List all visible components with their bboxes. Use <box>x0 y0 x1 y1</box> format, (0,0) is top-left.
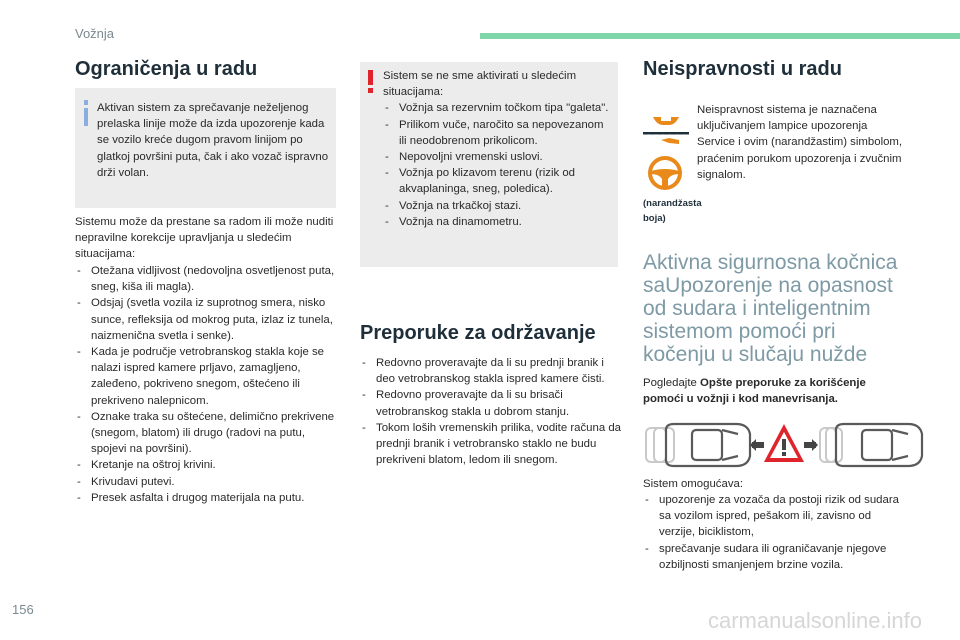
list-item: - Redovno proveravajte da li su brisači vetrobranskog stakla u dobrom stanju. <box>360 387 622 419</box>
page-number: 156 <box>12 602 34 617</box>
info-text: Aktivan sistem za sprečavanje neželjenog prelaska linije može da izda upozorenje kada se vozilo kreće dugom pravom linijom po glatkoj površini puta, čak i ako vozač ispravno drži volan. <box>97 102 329 179</box>
warning-list <box>383 100 611 230</box>
see-reference <box>643 375 903 407</box>
list-item: - Kada je područje vetrobranskog stakla koje se nalazi ispred kamere prljavo, zamagljeno, zaleđeno, pokriveno snegom, oštećeno ili prekriveno nalepnicom. <box>75 344 341 409</box>
icon-color-caption: (narandžasta boja) <box>643 198 702 224</box>
list-item: - Nepovoljni vremenski uslovi. <box>383 149 611 165</box>
maintenance-list <box>360 355 622 468</box>
limitations-list <box>75 263 341 506</box>
system-list <box>643 492 905 573</box>
info-icon <box>84 100 88 126</box>
faults-title: Neispravnosti u radu <box>643 58 842 80</box>
list-item: - Kretanje na oštroj krivini. <box>75 457 341 473</box>
list-item: - Odsjaj (svetla vozila iz suprotnog smera, nisko sunce, refleksija od mokrog puta, izlaz iz tunela, naizmenična svetla i senke). <box>75 295 341 344</box>
list-item: - Redovno proveravajte da li su prednji branik i deo vetrobranskog stakla ispred kamere čisti. <box>360 355 622 387</box>
list-item: - Vožnja na trkačkoj stazi. <box>383 198 611 214</box>
service-wrench-icon <box>641 112 691 148</box>
faults-text: Neispravnost sistema je naznačena uključivanjem lampice upozorenja Service i ovim (narandžastim) simbolom, praćenim porukom upozorenja i zvučnim signalom. <box>697 104 903 181</box>
system-intro: Sistem omogućava: <box>643 478 744 490</box>
limitations-title: Ograničenja u radu <box>75 58 258 80</box>
maintenance-title: Preporuke za održavanje <box>360 322 596 344</box>
section-label: Vožnja <box>75 26 115 41</box>
list-item: - Tokom loših vremenskih prilika, vodite računa da prednji branik i vetrobransko staklo ne budu prekriveni blatom, ledom ili snegom. <box>360 420 622 469</box>
list-item: - Krivudavi putevi. <box>75 474 341 490</box>
list-item: - Vožnja na dinamometru. <box>383 214 611 230</box>
list-item: - sprečavanje sudara ili ograničavanje njegove ozbiljnosti smanjenjem brzine vozila. <box>643 541 905 573</box>
warning-box <box>360 62 618 267</box>
see-prefix: Pogledajte <box>643 377 700 389</box>
section-accent-bar <box>480 33 960 39</box>
info-box <box>75 88 336 208</box>
collision-warning-icon <box>640 420 930 470</box>
list-item: - Otežana vidljivost (nedovoljna osvetljenost puta, sneg, kiša ili magla). <box>75 263 341 295</box>
list-item: - upozorenje za vozača da postoji rizik od sudara sa vozilom ispred, pešakom ili, zavisno od verzije, biciklistom, <box>643 492 905 541</box>
warning-icon <box>368 70 373 94</box>
list-item: - Vožnja sa rezervnim točkom tipa "galeta". <box>383 100 611 116</box>
brake-title: Aktivna sigurnosna kočnica saUpozorenje na opasnost od sudara i inteligentnim sistemom pomoći pri kočenju u slučaju nužde <box>643 251 898 366</box>
list-item: - Vožnja po klizavom terenu (rizik od akvaplaninga, sneg, poledica). <box>383 165 611 197</box>
list-item: - Oznake traka su oštećene, delimično prekrivene (snegom, blatom) ili drugo (radovi na putu, spojevi na površini). <box>75 409 341 458</box>
see-reference-bold: Opšte preporuke za korišćenje pomoći u vožnji i kod manevrisanja. <box>643 377 866 406</box>
list-item: - Prilikom vuče, naročito sa nepovezanom ili neodobrenom prikolicom. <box>383 117 611 149</box>
warning-content <box>383 68 611 230</box>
warning-intro: Sistem se ne sme aktivirati u sledećim situacijama: <box>383 70 577 99</box>
watermark-site: carmanualsonline.info <box>708 608 923 633</box>
limitations-intro: Sistemu može da prestane sa radom ili može nuditi nepravilne korekcije upravljanja u sledećim situacijama: <box>75 216 334 261</box>
list-item: - Presek asfalta i drugog materijala na putu. <box>75 490 341 506</box>
steering-wheel-icon <box>647 155 683 191</box>
